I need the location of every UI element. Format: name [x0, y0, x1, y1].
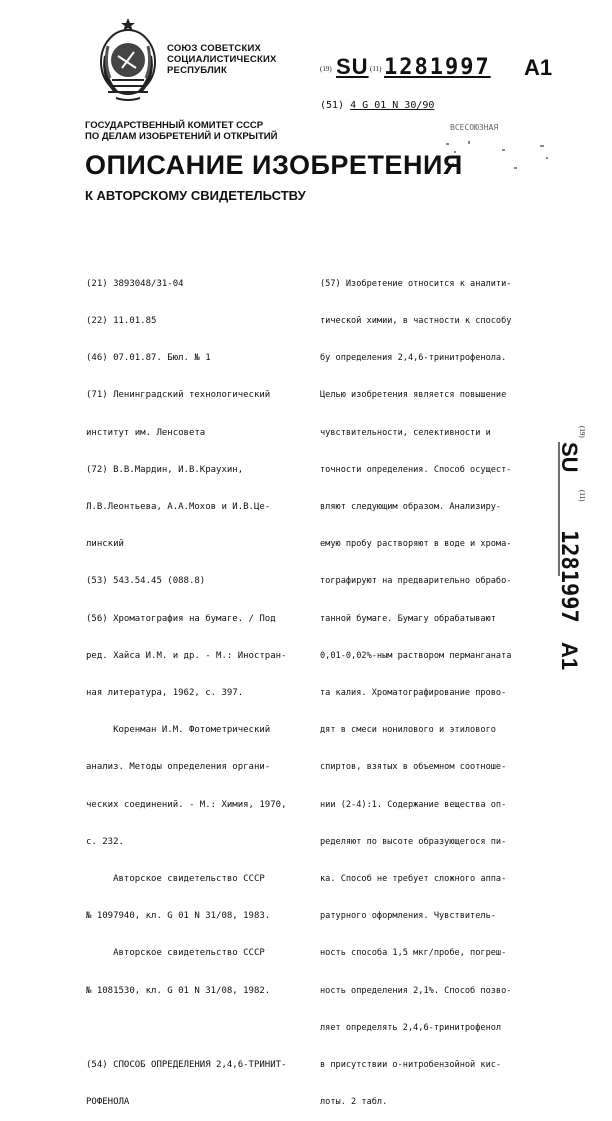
abstract-line: спиртов, взятых в объемном соотноше-	[320, 762, 507, 773]
abstract-line: бу определения 2,4,6-тринитрофенола.	[320, 353, 507, 364]
vertical-document-kind: A1	[557, 642, 582, 671]
biblio-line: (72) В.В.Мардин, И.В.Краухин,	[86, 464, 244, 475]
abstract-line: та калия. Хроматографирование прово-	[320, 688, 507, 699]
vertical-patent-number: 1281997	[556, 530, 581, 623]
abstract-line: Целью изобретения является повышение	[320, 390, 507, 401]
biblio-line: Авторское свидетельство СССР	[86, 874, 265, 885]
abstract-line: ределяют по высоте образующегося пи-	[320, 836, 507, 847]
committee-line: ГОСУДАРСТВЕННЫЙ КОМИТЕТ СССР	[85, 120, 264, 131]
abstract-line: ность способа 1,5 мкг/пробе, погреш-	[320, 948, 507, 959]
document-kind: A1	[524, 55, 553, 80]
abstract-line: дят в смеси нонилового и этилового	[320, 725, 496, 736]
document-subtitle: К АВТОРСКОМУ СВИДЕТЕЛЬСТВУ	[85, 188, 306, 203]
patent-number: 1281997	[384, 55, 491, 80]
vertical-country-code: SU	[557, 442, 582, 473]
abstract-line: чувствительности, селективности и	[320, 427, 491, 438]
biblio-line: № 1081530, кл. G 01 N 31/08, 1982.	[86, 985, 271, 996]
organization-line: СОЦИАЛИСТИЧЕСКИХ	[167, 54, 277, 65]
abstract-line: лоты. 2 табл.	[320, 1097, 388, 1108]
biblio-line: РОФЕНОЛА	[86, 1097, 130, 1108]
biblio-line	[86, 1022, 306, 1034]
inid-code-19: (19)	[320, 65, 332, 73]
biblio-line: ная литература, 1962, с. 397.	[86, 688, 244, 699]
abstract-line: ность определения 2,1%. Способ позво-	[320, 985, 512, 996]
abstract-line: ратурного оформления. Чувствитель-	[320, 911, 496, 922]
abstract-line: ка. Способ не требует сложного аппа-	[320, 874, 507, 885]
abstract-line: танной бумаге. Бумагу обрабатывают	[320, 613, 496, 624]
biblio-line: Авторское свидетельство СССР	[86, 948, 265, 959]
biblio-line: Л.В.Леонтьева, А.А.Мохов и И.В.Це-	[86, 502, 271, 513]
biblio-line: Коренман И.М. Фотометрический	[86, 725, 271, 736]
committee-line: ПО ДЕЛАМ ИЗОБРЕТЕНИЙ И ОТКРЫТИЙ	[85, 131, 278, 142]
biblio-line: (54) СПОСОБ ОПРЕДЕЛЕНИЯ 2,4,6-ТРИНИТ-	[86, 1060, 287, 1071]
abstract-line: тической химии, в частности к способу	[320, 316, 512, 327]
abstract-line: 0,01-0,02%-ным раствором перманганата	[320, 650, 512, 661]
biblio-line: анализ. Методы определения органи-	[86, 762, 271, 773]
biblio-line: (71) Ленинградский технологический	[86, 390, 271, 401]
ipc-classification	[320, 100, 434, 111]
biblio-line: (46) 07.01.87. Бюл. № 1	[86, 353, 211, 364]
abstract-text	[320, 253, 552, 1121]
abstract-line: нии (2-4):1. Содержание вещества оп-	[320, 799, 507, 810]
biblio-line: (21) 3893048/31-04	[86, 278, 184, 289]
document-title: ОПИСАНИЕ ИЗОБРЕТЕНИЯ	[85, 150, 463, 180]
abstract-line: вляют следующим образом. Анализиру-	[320, 502, 502, 513]
vertical-inid-code-11: (11)	[578, 490, 586, 502]
committee-name	[85, 120, 277, 142]
stamp-text: ВСЕСОЮЗНАЯ	[450, 123, 499, 132]
abstract-line: емую пробу растворяют в воде и хрома-	[320, 539, 512, 550]
abstract-line: ляет определять 2,4,6-тринитрофенол	[320, 1022, 502, 1033]
biblio-line: с. 232.	[86, 836, 124, 847]
ussr-state-emblem-icon	[96, 16, 160, 102]
bibliographic-data	[86, 253, 306, 1121]
country-code: SU	[336, 54, 369, 79]
biblio-line: № 1097940, кл. G 01 N 31/08, 1983.	[86, 911, 271, 922]
abstract-line: точности определения. Способ осущест-	[320, 464, 512, 475]
organization-name	[167, 43, 277, 76]
organization-line: СОЮЗ СОВЕТСКИХ	[167, 43, 262, 54]
abstract-line: (57) Изобретение относится к аналити-	[320, 278, 512, 289]
biblio-line: (56) Хроматография на бумаге. / Под	[86, 613, 276, 624]
biblio-line: (53) 543.54.45 (088.8)	[86, 576, 206, 587]
abstract-line: в присутствии о-нитробензойной кис-	[320, 1060, 502, 1071]
biblio-line: ред. Хайса И.М. и др. - М.: Иностран-	[86, 650, 287, 661]
organization-line: РЕСПУБЛИК	[167, 65, 227, 76]
biblio-line: линский	[86, 539, 124, 550]
ipc-value: 4 G 01 N 30/90	[350, 100, 435, 111]
vertical-inid-code-19: (19)	[578, 426, 586, 438]
abstract-line: тографируют на предварительно обрабо-	[320, 576, 512, 587]
biblio-line: институт им. Ленсовета	[86, 427, 206, 438]
biblio-line: ческих соединений. - М.: Химия, 1970,	[86, 799, 287, 810]
biblio-line: (22) 11.01.85	[86, 316, 157, 327]
inid-code-51: (51)	[320, 100, 345, 111]
inid-code-11: (11)	[370, 65, 382, 73]
vertical-patent-label	[558, 426, 588, 686]
